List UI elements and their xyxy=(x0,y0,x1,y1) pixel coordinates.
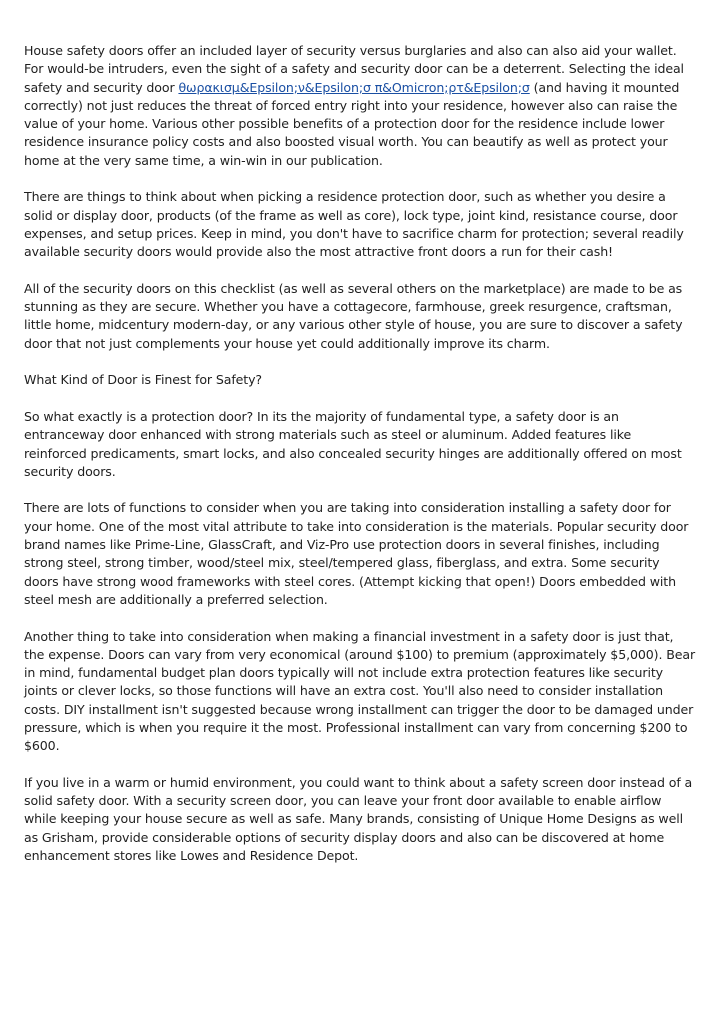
paragraph-intro-text-end: (and having it mounted correctly) not just reduces the threat of forced entry right into your residence, however also can raise the value of your home. Various other possible benefits of a protection door for the residence include lower residence insurance policy costs and also boosted visual worth. You can beautify as well as protect your home at the very same time, a win-win in our publication. xyxy=(24,79,680,168)
paragraph-choosing-door: There are things to think about when picking a residence protection door, such as whether you desire a solid or display door, products (of the frame as well as core), lock type, joint kind, resistance course, door expenses, and setup prices. Keep in mind, you don't have to sacrifice charm for protection; several readily available security doors would provide also the most attractive front doors a run for their cash! xyxy=(24,189,684,260)
paragraph-materials: There are lots of functions to consider when you are taking into consideration installing a safety door for your home. One of the most vital attribute to take into consideration is the materials. Popular security door brand names like Prime-Line, GlassCraft, and Viz-Pro use protection doors in several finishes, including strong steel, strong timber, wood/steel mix, steel/tempered glass, fiberglass, and extra. Some security doors have strong wood frameworks with steel cores. (Attempt kicking that open!) Doors embedded with steel mesh are additionally a preferred selection. xyxy=(24,500,689,607)
paragraph-intro-text-start: House safety doors offer an included layer of security versus burglaries and also can also aid your wallet. For would-be intruders, even the sight of a safety and security door can be a deterrent. Selecting the ideal safety and security door xyxy=(24,43,684,95)
paragraph-styles: All of the security doors on this checklist (as well as several others on the marketplace) are made to be as stunning as they are secure. Whether you have a cottagecore, farmhouse, greek resurgence, craftsman, little home, midcentury modern-day, or any various other style of house, you are sure to discover a safety door that not just complements your house yet could additionally improve its charm. xyxy=(24,280,683,351)
paragraph-cost: Another thing to take into consideration when making a financial investment in a safety door is just that, the expense. Doors can vary from very economical (around $100) to premium (approximately $5,000). Bear in mind, fundamental budget plan doors typically will not include extra protection features like security joints or clever locks, so those functions will have an extra cost. You'll also need to consider installation costs. DIY installment isn't suggested because wrong installment can trigger the door to be damaged under pressure, which is when you require it the most. Professional installment can vary from concerning $200 to $600. xyxy=(24,628,696,754)
article-body xyxy=(24,42,696,884)
paragraph-definition: So what exactly is a protection door? In its the majority of fundamental type, a safety door is an entranceway door enhanced with strong materials such as steel or aluminum. Added features like reinforced predicaments, smart locks, and also concealed security hinges are additionally offered on most security doors. xyxy=(24,408,682,479)
paragraph-screen-door: If you live in a warm or humid environment, you could want to think about a safety screen door instead of a solid safety door. With a security screen door, you can leave your front door available to enable airflow while keeping your house secure as well as safe. Many brands, consisting of Unique Home Designs as well as Grisham, provide considerable options of security display doors and also can be discovered at home enhancement stores like Lowes and Residence Depot. xyxy=(24,774,693,864)
safety-doors-link[interactable]: θωρακισμ&Epsilon;ν&Epsilon;σ π&Omicron;ρτ&Epsilon;σ xyxy=(178,79,530,95)
paragraph-intro xyxy=(24,42,696,170)
section-heading: What Kind of Door is Finest for Safety? xyxy=(24,372,262,388)
